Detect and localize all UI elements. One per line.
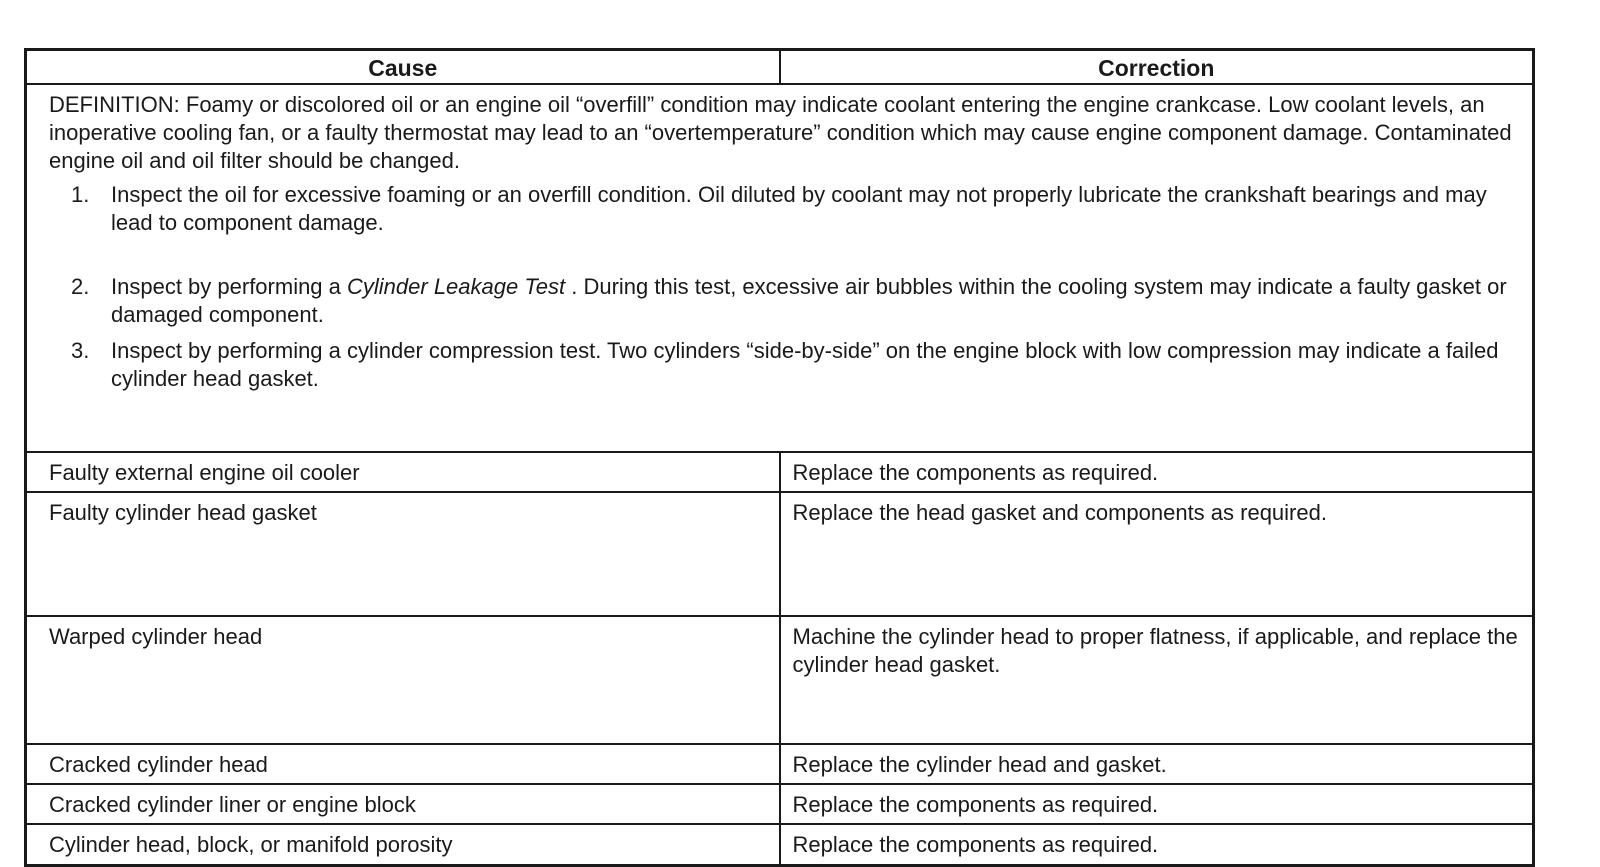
inspection-step (49, 273, 1520, 329)
cause-correction-table (24, 48, 1535, 867)
cause-cell: Warped cylinder head (26, 616, 780, 744)
definition-text: DEFINITION: Foamy or discolored oil or an engine oil “overfill” condition may indicate coolant entering the engine crankcase. Low coolant levels, an inoperative cooling fan, or a faulty thermostat may lead to an “overtemperature” condition which may cause engine component damage. Contaminated engine oil and oil filter should be changed. (49, 91, 1512, 173)
step-number: 2. (71, 273, 90, 299)
step-text: Inspect the oil for excessive foaming or an overfill condition. Oil diluted by coolant may not properly lubricate the crankshaft bearings and may lead to component damage. (111, 181, 1487, 235)
table-row (26, 784, 1534, 824)
cause-cell: Cracked cylinder head (26, 744, 780, 784)
correction-cell: Replace the cylinder head and gasket. (780, 744, 1534, 784)
cause-cell: Cracked cylinder liner or engine block (26, 784, 780, 824)
step-number: 3. (71, 337, 90, 363)
table-row (26, 452, 1534, 492)
correction-cell: Replace the components as required. (780, 452, 1534, 492)
correction-cell: Replace the head gasket and components as required. (780, 492, 1534, 616)
table-row (26, 824, 1534, 866)
inspection-step (49, 337, 1520, 393)
cause-column-header: Cause (26, 50, 780, 84)
cause-cell: Faulty cylinder head gasket (26, 492, 780, 616)
table-header-row (26, 50, 1534, 84)
correction-cell: Replace the components as required. (780, 824, 1534, 866)
correction-cell: Machine the cylinder head to proper flatness, if applicable, and replace the cylinder head gasket. (780, 616, 1534, 744)
table-row (26, 616, 1534, 744)
step-text-suffix: . During this test, excessive air bubbles within the cooling system may indicate a faulty gasket or damaged component. (111, 273, 1507, 327)
inspection-step (49, 181, 1520, 237)
test-name: Cylinder Leakage Test (347, 273, 566, 299)
definition-row (26, 84, 1534, 452)
table-row (26, 744, 1534, 784)
step-text: Inspect by performing a cylinder compression test. Two cylinders “side-by-side” on the engine block with low compression may indicate a failed cylinder head gasket. (111, 337, 1499, 391)
inspection-steps-list (49, 181, 1520, 393)
step-number: 1. (71, 181, 90, 207)
table-row (26, 492, 1534, 616)
definition-cell (26, 84, 1534, 452)
cause-cell: Faulty external engine oil cooler (26, 452, 780, 492)
step-text-prefix: Inspect by performing a (111, 273, 348, 299)
cause-cell: Cylinder head, block, or manifold porosity (26, 824, 780, 866)
correction-cell: Replace the components as required. (780, 784, 1534, 824)
correction-column-header: Correction (780, 50, 1534, 84)
